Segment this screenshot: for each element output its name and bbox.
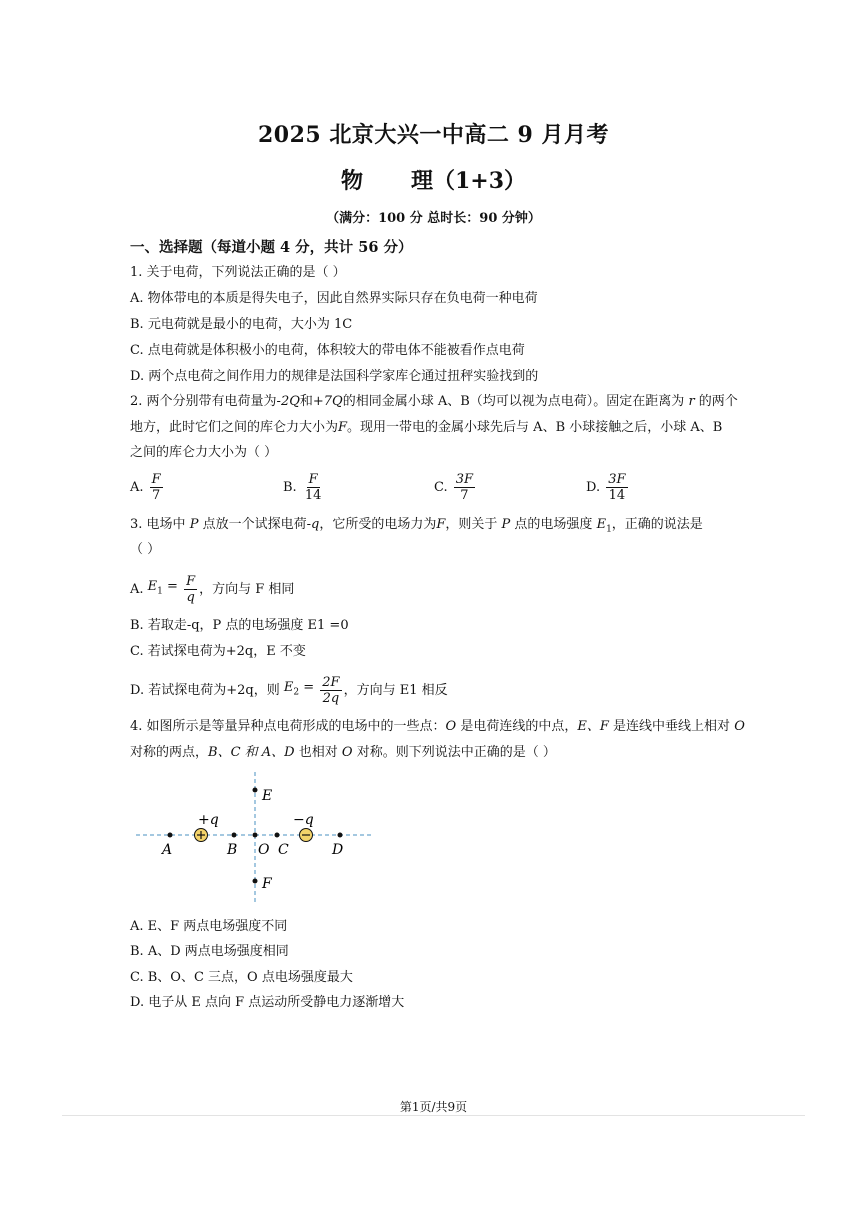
q2-b-fraction: $\frac{F}{14}$ xyxy=(304,472,322,503)
q4-option-a: A. E、F 两点电场强度不同 xyxy=(130,919,288,934)
q3-d-fraction: $\frac{2F}{2q}$ xyxy=(322,674,340,706)
point-d xyxy=(338,833,343,838)
q2-option-a: A. $\frac{F}{7}$ xyxy=(130,472,161,503)
label-a: A xyxy=(162,842,173,858)
label-c: C xyxy=(278,842,289,858)
q4-option-b: B. A、D 两点电场强度相同 xyxy=(130,944,289,959)
subject-title xyxy=(0,164,867,195)
point-c xyxy=(275,833,280,838)
q3-option-a: A. $E_1$ = $\frac{F}{q}$ ，方向与 F 相同 xyxy=(130,573,295,605)
q1-option-c: C. 点电荷就是体积极小的电荷，体积较大的带电体不能被看作点电荷 xyxy=(130,343,525,358)
q1-stem: 1. 关于电荷，下列说法正确的是（ ） xyxy=(130,265,346,280)
q3-line-2: （ ） xyxy=(130,542,161,557)
point-e xyxy=(253,788,258,793)
subject-left: 物 xyxy=(340,168,363,194)
label-b: B xyxy=(227,842,238,858)
q4-line-2: 对称的两点，B、C 和 A、D 也相对 O 对称。则下列说法中正确的是（ ） xyxy=(130,745,556,760)
page-number: 第1页/共9页 xyxy=(399,1100,468,1114)
q1-option-d: D. 两个点电荷之间作用力的规律是法国科学家库仑通过扭秤实验找到的 xyxy=(130,369,539,384)
subject-right: 理（1+3） xyxy=(410,168,527,194)
q2-option-d: D. $\frac{3F}{14}$ xyxy=(586,472,626,503)
q3-option-b: B. 若取走-q，P 点的电场强度 E1 =0 xyxy=(130,618,349,633)
exam-title: 2025 北京大兴一中高二 9 月月考 xyxy=(257,122,610,148)
q2-a-fraction: $\frac{F}{7}$ xyxy=(151,472,161,503)
q2-d-fraction: $\frac{3F}{14}$ xyxy=(608,472,626,503)
point-a xyxy=(168,833,173,838)
q2-line-2: 地方，此时它们之间的库仑力大小为F。现用一带电的金属小球先后与 A、B 小球接触之后，小球 A、B xyxy=(130,420,723,435)
positive-charge-icon xyxy=(195,829,208,842)
q3-line-1: 3. 电场中 P 点放一个试探电荷-q，它所受的电场力为F，则关于 P 点的电场强度 $E_1$，正确的说法是 xyxy=(130,517,703,535)
q2-options xyxy=(130,472,750,510)
q1-option-b: B. 元电荷就是最小的电荷，大小为 1C xyxy=(130,317,353,332)
point-o xyxy=(253,833,258,838)
q2-option-b: B. $\frac{F}{14}$ xyxy=(283,472,322,503)
q2-line-1: 2. 两个分别带有电荷量为-2Q和+7Q的相同金属小球 A、B（均可以视为点电荷）。固定在距离为 r 的两个 xyxy=(130,394,738,409)
label-e: E xyxy=(262,788,273,804)
section-heading: 一、选择题（每道小题 4 分，共计 56 分） xyxy=(130,239,413,256)
footer-divider xyxy=(62,1115,805,1116)
q3-option-d: D. 若试探电荷为+2q，则 $E_2$ = $\frac{2F}{2q}$ ，方向与 E1 相反 xyxy=(130,674,448,706)
exam-meta: （满分：100 分 总时长：90 分钟） xyxy=(326,211,541,226)
q1-option-a: A. 物体带电的本质是得失电子，因此自然界实际只存在负电荷一种电荷 xyxy=(130,291,538,306)
label-minus-q: −q xyxy=(293,812,314,828)
q3-a-fraction: $\frac{F}{q}$ xyxy=(186,573,196,605)
q4-option-c: C. B、O、C 三点，O 点电场强度最大 xyxy=(130,970,353,985)
q2-line-3: 之间的库仑力大小为（ ） xyxy=(130,445,278,460)
label-f: F xyxy=(262,876,272,892)
label-plus-q: +q xyxy=(198,812,219,828)
q2-option-c: C. $\frac{3F}{7}$ xyxy=(434,472,474,503)
charge-diagram xyxy=(130,768,380,908)
q4-line-1: 4. 如图所示是等量异种点电荷形成的电场中的一些点：O 是电荷连线的中点，E、F 是连线中垂线上相对 O xyxy=(130,719,745,734)
q3-option-c: C. 若试探电荷为+2q，E 不变 xyxy=(130,644,306,659)
q4-option-d: D. 电子从 E 点向 F 点运动所受静电力逐渐增大 xyxy=(130,995,405,1010)
label-d: D xyxy=(332,842,344,858)
point-b xyxy=(232,833,237,838)
label-o: O xyxy=(258,842,270,858)
q2-c-fraction: $\frac{3F}{7}$ xyxy=(455,472,474,503)
point-f xyxy=(253,879,258,884)
negative-charge-icon xyxy=(300,829,313,842)
